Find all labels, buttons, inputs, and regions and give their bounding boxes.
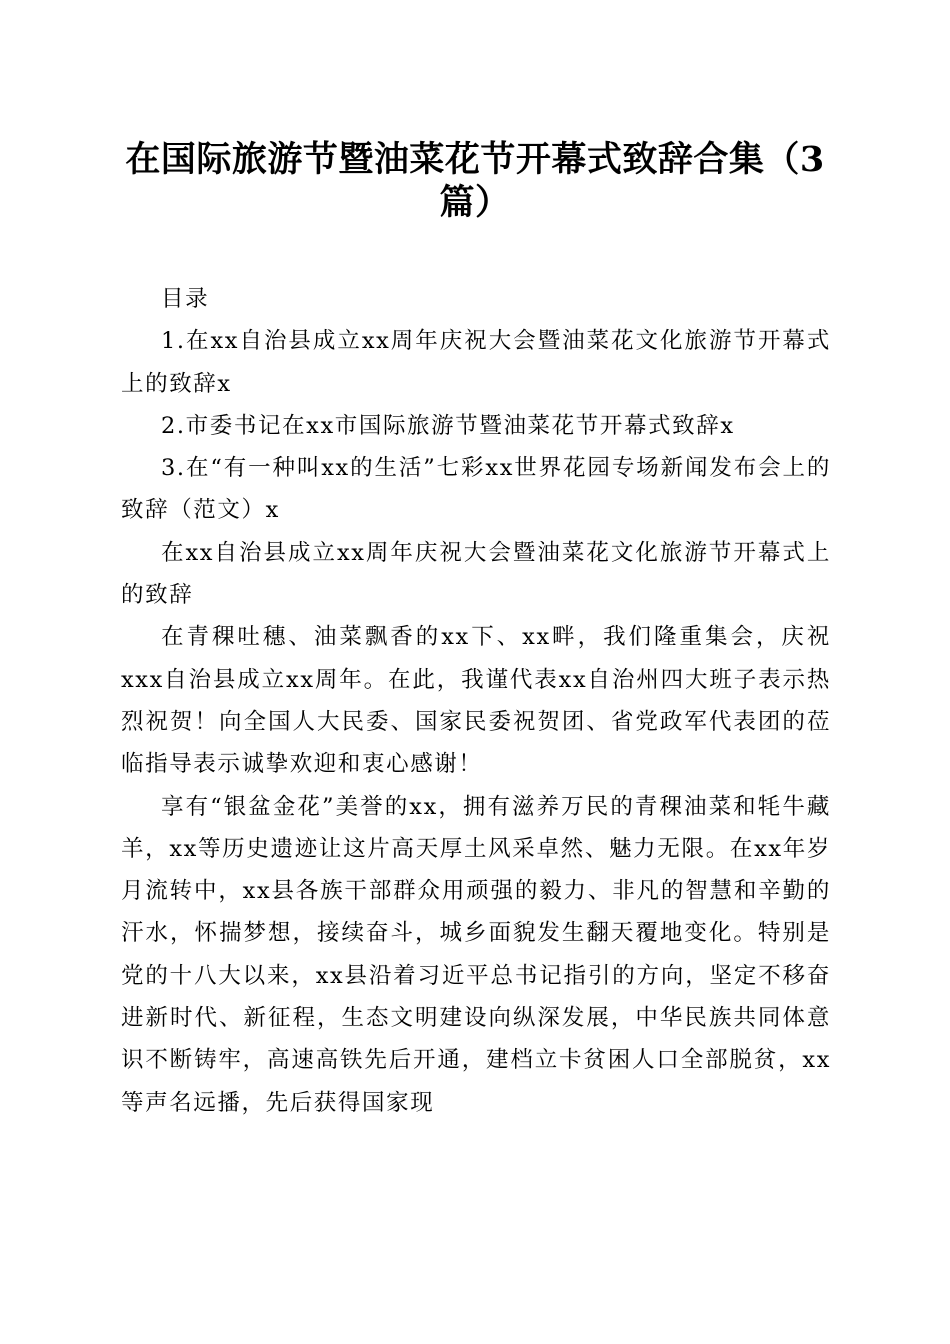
document-body [121, 278, 831, 1124]
toc-item: 3.在“有一种叫xx的生活”七彩xx世界花园专场新闻发布会上的致辞（范文）x [121, 455, 831, 524]
body-paragraph: 在青稞吐穗、油菜飘香的xx下、xx畔，我们隆重集会，庆祝xxx自治县成立xx周年。在此，我谨代表xx自治州四大班子表示热烈祝贺！向全国人大民委、国家民委祝贺团、省党政军代表团的莅临指导表示诚挚欢迎和衷心感谢！ [121, 624, 831, 778]
section-heading: 在xx自治县成立xx周年庆祝大会暨油菜花文化旅游节开幕式上的致辞 [121, 539, 831, 609]
toc-item: 1.在xx自治县成立xx周年庆祝大会暨油菜花文化旅游节开幕式上的致辞x [121, 328, 831, 397]
toc-item: 2.市委书记在xx市国际旅游节暨油菜花节开幕式致辞x [161, 412, 735, 439]
toc-heading: 目录 [161, 286, 210, 312]
document-title: 在国际旅游节暨油菜花节开幕式致辞合集（3篇） [125, 139, 825, 223]
body-paragraph: 享有“银盆金花”美誉的xx，拥有滋养万民的青稞油菜和牦牛藏羊，xx等历史遗迹让这片高天厚土风采卓然、魅力无限。在xx年岁月流转中，xx县各族干部群众用顽强的毅力、非凡的智慧和辛勤的汗水，怀揣梦想，接续奋斗，城乡面貌发生翻天覆地变化。特别是党的十八大以来，xx县沿着习近平总书记指引的方向，坚定不移奋进新时代、新征程，生态文明建设向纵深发展，中华民族共同体意识不断铸牢，高速高铁先后开通，建档立卡贫困人口全部脱贫，xx等声名远播，先后获得国家现 [121, 793, 831, 1116]
